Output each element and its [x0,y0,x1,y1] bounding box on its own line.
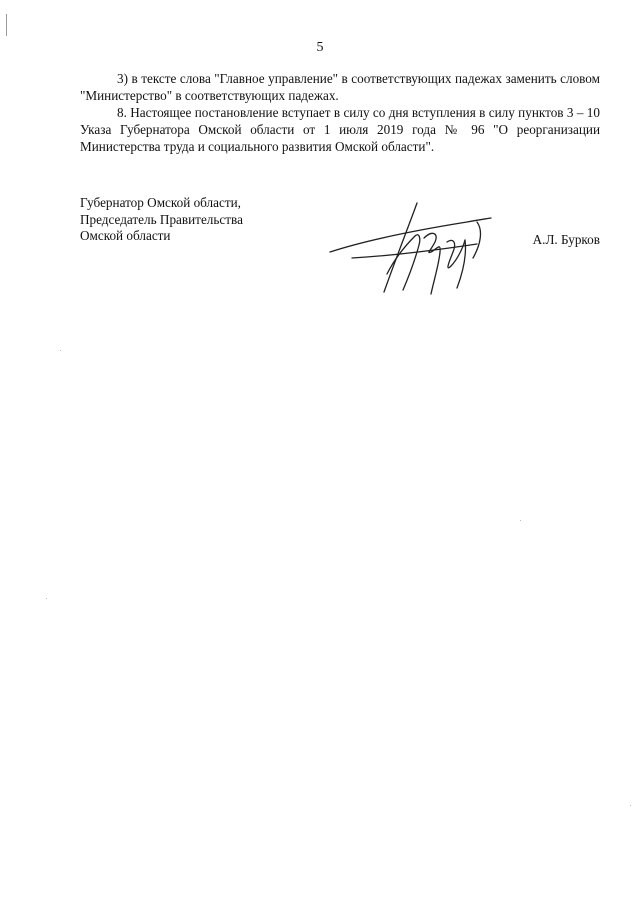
paragraph-item-3: 3) в тексте слова "Главное управление" в соответствующих падежах заменить словом "Министерство" в соответствующих падежах. [80,71,600,103]
scan-edge-mark [6,14,7,36]
scan-speck [630,805,631,806]
page-number: 5 [316,40,324,55]
signer-title-line: Губернатор Омской области, [80,195,241,210]
signer-name: А.Л. Бурков [532,232,600,247]
scan-speck [60,350,61,351]
scan-speck [46,598,47,599]
document-body [80,70,600,155]
scan-speck [520,520,521,521]
signer-title-line: Омской области [80,228,171,243]
signer-title-line: Председатель Правительства [80,211,243,227]
handwritten-signature [327,200,507,300]
signature-block [80,195,600,305]
paragraph-item-8: 8. Настоящее постановление вступает в силу со дня вступления в силу пунктов 3 – 10 Указа Губернатора Омской области от 1 июля 2019 года № 96 "О реорганизации Министерства труда и социального развития Омской области". [80,105,600,154]
